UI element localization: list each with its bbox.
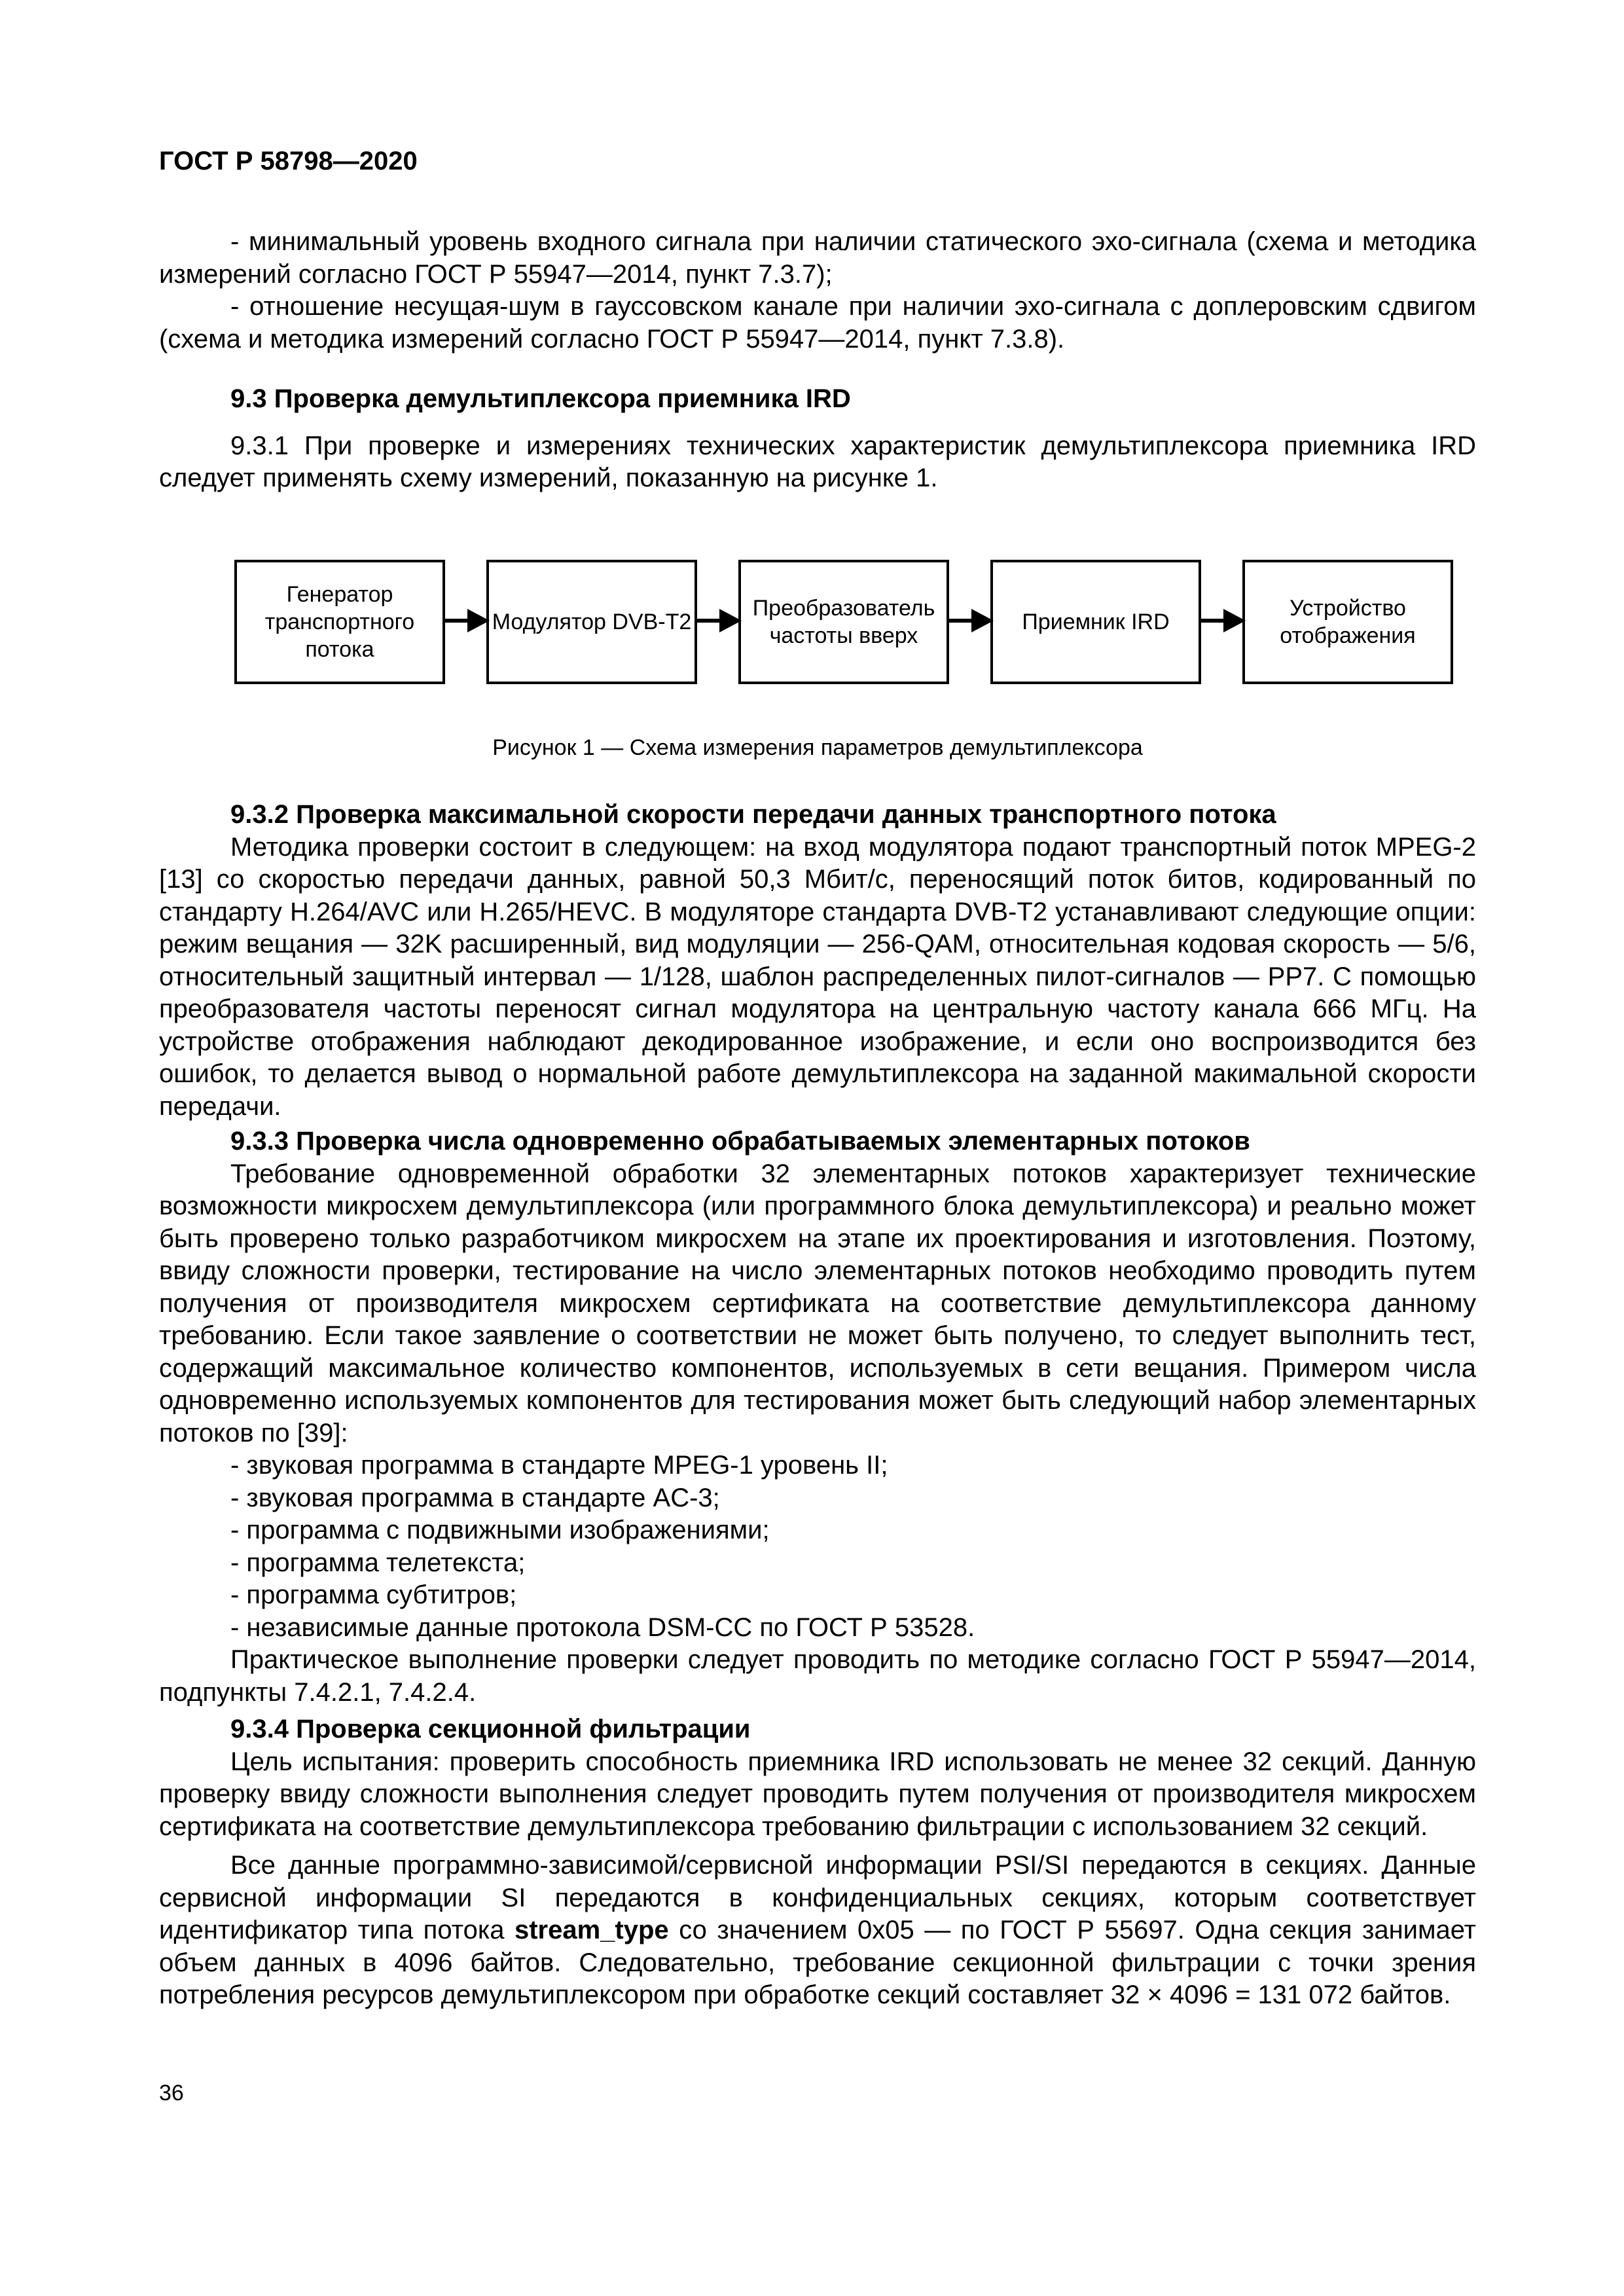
diagram-block-modulator: Модулятор DVB-T2 (486, 560, 697, 684)
list-item: - звуковая программа в стандарте AC-3; (230, 1483, 720, 1512)
list-item: - программа с подвижными изображениями; (230, 1516, 770, 1544)
section-heading: 9.3.2 Проверка максимальной скорости передачи данных транспортного потока (230, 800, 1276, 829)
list-item: - отношение несущая-шум в гауссовском канале при наличии эхо-сигнала с доплеровским сдвигом (схема и методика измерений согласно ГОСТ Р 55947—2014, пункт 7.3.8). (159, 292, 1476, 354)
list-item: - звуковая программа в стандарте MPEG-1 уровень II; (230, 1451, 888, 1480)
paragraph: Цель испытания: проверить способность приемника IRD использовать не менее 32 секций. Данную проверку ввиду сложности выполнения следует проводить путем получения от производителя микросхем сертификата на соответствие демультиплексора требованию фильтрации с использованием 32 секций. (159, 1747, 1476, 1841)
diagram-block-display: Устройство отображения (1242, 560, 1453, 684)
paragraph: 9.3.1 При проверке и измерениях технических характеристик демультиплексора приемника IRD следует применять схему измерений, показанную на рисунке 1. (159, 431, 1476, 492)
list-item: - программа субтитров; (230, 1580, 517, 1609)
diagram-block-ird-receiver: Приемник IRD (990, 560, 1201, 684)
section-9-3-2 (159, 799, 1476, 1123)
paragraph: Требование одновременной обработки 32 элементарных потоков характеризует технические возможности микросхем демультиплексора (или программного блока демультиплексора) и реально может быть проверено только разработчиком микросхем на этапе их проектирования и изготовления. Поэтому, ввиду сложности проверки, тестирование на число элементарных потоков необходимо проводить путем получения от производителя микросхем сертификата на соответствие демультиплексора данному требованию. Если такое заявление о соответствии не может быть получено, то следует выполнить тест, содержащий максимальное количество компонентов, используемых в сети вещания. Примером числа одновременно используемых компонентов для тестирования может быть следующий набор элементарных потоков по [39]: (159, 1159, 1476, 1448)
figure-1-diagram (159, 560, 1476, 694)
keyword-stream-type: stream_type (514, 1916, 669, 1944)
section-heading: 9.3.3 Проверка числа одновременно обрабатываемых элементарных потоков (230, 1127, 1250, 1156)
intro-list (159, 226, 1476, 355)
text-run: Все данные программно-зависимой/сервисной информации PSI/SI передаются в секциях. Данные сервисной информации SI передаются в конфиденциальных секциях, которым соответствует идентификатор типа потока (159, 1851, 1476, 1944)
page-number: 36 (159, 2081, 184, 2105)
list-item: - независимые данные протокола DSM-CC по ГОСТ Р 53528. (230, 1613, 975, 1642)
section-9-3 (159, 383, 1476, 495)
text-run: со значением 0x05 — по ГОСТ Р 55697. Одна секция занимает объем данных в 4096 байтов. Следовательно, требование секционной фильтрации с точки зрения потребления ресурсов демультиплексором при обработке секций составляет 32 × 4096 = 131 072 байтов. (159, 1916, 1477, 2009)
document-header: ГОСТ Р 58798—2020 (159, 147, 418, 175)
list-item: - минимальный уровень входного сигнала при наличии статического эхо-сигнала (схема и методика измерений согласно ГОСТ Р 55947—2014, пункт 7.3.7); (159, 227, 1476, 289)
section-heading: 9.3 Проверка демультиплексора приемника IRD (230, 384, 851, 413)
paragraph (159, 1850, 1476, 2012)
section-heading: 9.3.4 Проверка секционной фильтрации (230, 1715, 751, 1743)
list-item: - программа телетекста; (230, 1548, 526, 1577)
figure-caption: Рисунок 1 — Схема измерения параметров демультиплексора (492, 735, 1143, 760)
paragraph: Практическое выполнение проверки следует проводить по методике согласно ГОСТ Р 55947—2014, подпункты 7.4.2.1, 7.4.2.4. (159, 1645, 1476, 1707)
diagram-block-upconverter: Преобразователь частоты вверх (738, 560, 949, 684)
diagram-block-generator: Генератор транспортного потока (234, 560, 445, 684)
paragraph: Методика проверки состоит в следующем: на вход модулятора подают транспортный поток MPEG-2 [13] со скоростью передачи данных, равной 50,3 Мбит/с, переносящий поток битов, кодированный по стандарту H.264/AVC или H.265/HEVC. В модуляторе стандарта DVB-T2 устанавливают следующие опции: режим вещания — 32K расширенный, вид модуляции — 256-QAM, относительная кодовая скорость — 5/6, относительный защитный интервал — 1/128, шаблон распределенных пилот-сигналов — PP7. С помощью преобразователя частоты переносят сигнал модулятора на центральную частоту канала 666 МГц. На устройстве отображения наблюдают декодированное изображение, и если оно воспроизводится без ошибок, то делается вывод о нормальной работе демультиплексора на заданной макимальной скорости передачи. (159, 832, 1476, 1121)
section-9-3-4 (159, 1713, 1476, 2012)
section-9-3-3 (159, 1125, 1476, 1709)
